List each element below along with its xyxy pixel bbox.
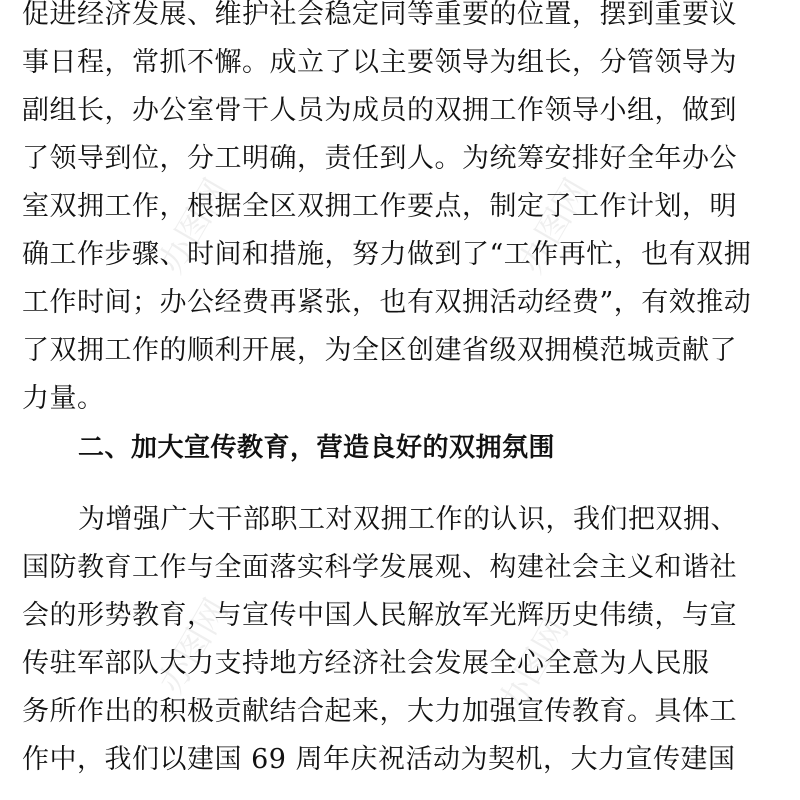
watermark: 办图网 [511,172,597,281]
paragraph-line: 为增强广大干部职工对双拥工作的认识，我们把双拥、 [78,504,738,535]
watermark: 办图网 [151,172,237,281]
watermark: 办图网 [151,592,237,701]
paragraph-line: 了双拥工作的顺利开展，为全区创建省级双拥模范城贡献了 [22,335,737,366]
paragraph-line: 国防教育工作与全面落实科学发展观、构建社会主义和谐社 [22,552,737,583]
paragraph-line: 事日程，常抓不懈。成立了以主要领导为组长，分管领导为 [22,47,737,78]
watermark: 办图网 [491,612,577,721]
paragraph-line: 工作时间；办公经费再紧张，也有双拥活动经费”，有效推动 [22,287,752,318]
paragraph-line: 室双拥工作，根据全区双拥工作要点，制定了工作计划，明 [22,191,737,222]
paragraph-line: 促进经济发展、维护社会稳定同等重要的位置，摆到重要议 [22,0,737,30]
paragraph-line: 了领导到位，分工明确，责任到人。为统筹安排好全年办公 [22,143,737,174]
paragraph-line: 副组长，办公室骨干人员为成员的双拥工作领导小组，做到 [22,95,737,126]
section-heading: 二、加大宣传教育，营造良好的双拥氛围 [78,433,556,463]
paragraph-line: 确工作步骤、时间和措施，努力做到了“工作再忙，也有双拥 [22,239,752,270]
paragraph-line: 会的形势教育，与宣传中国人民解放军光辉历史伟绩，与宣 [22,600,737,631]
paragraph-line: 力量。 [22,383,105,414]
paragraph-line: 务所作出的积极贡献结合起来，大力加强宣传教育。具体工 [22,696,737,727]
paragraph-line: 传驻军部队大力支持地方经济社会发展全心全意为人民服 [22,648,710,679]
paragraph-line: 作中，我们以建国 69 周年庆祝活动为契机，大力宣传建国 [22,744,736,775]
